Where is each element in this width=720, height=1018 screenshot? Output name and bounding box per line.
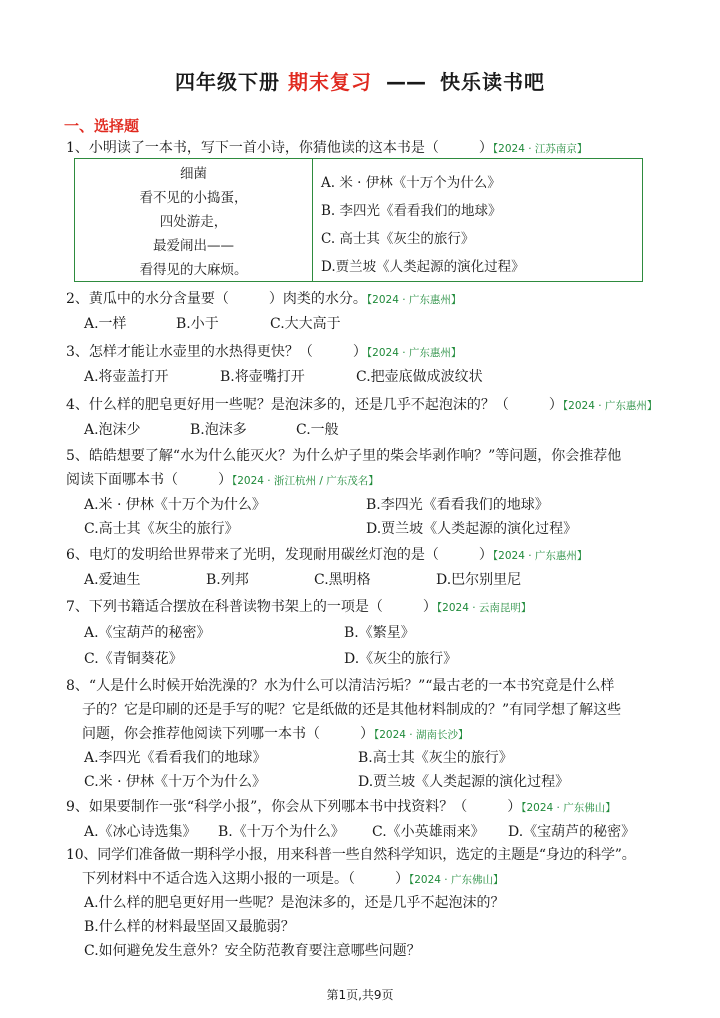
option-d: D.巴尔别里尼 bbox=[436, 572, 522, 588]
question-4 bbox=[66, 395, 657, 416]
question-8-source: 【2024 · 湖南长沙】 bbox=[374, 729, 469, 741]
question-7-source: 【2024 · 云南昆明】 bbox=[436, 602, 532, 614]
option-d: D.贾兰坡《人类起源的演化过程》 bbox=[321, 259, 525, 275]
question-1-table bbox=[74, 158, 643, 282]
option-c: C. 高士其《灰尘的旅行》 bbox=[321, 231, 475, 247]
question-3-close: ） bbox=[352, 344, 367, 360]
option-a: A.一样 bbox=[84, 316, 127, 332]
option-b: B.将壶嘴打开 bbox=[220, 369, 305, 385]
question-4-close: ） bbox=[548, 397, 563, 413]
option-b: B.高士其《灰尘的旅行》 bbox=[358, 750, 513, 766]
question-9-close: ） bbox=[507, 799, 522, 815]
option-a: A.《冰心诗选集》 bbox=[84, 824, 197, 840]
question-9-text: 9、如果要制作一张“科学小报”，你会从下列哪本书中找资料？（ bbox=[66, 799, 468, 815]
question-6-close: ） bbox=[478, 547, 493, 563]
question-10-source: 【2024 · 广东佛山】 bbox=[409, 874, 504, 886]
question-7-text: 7、下列书籍适合摆放在科普读物书架上的一项是（ bbox=[66, 599, 383, 615]
option-b: B.小于 bbox=[176, 316, 219, 332]
option-c: C.高士其《灰尘的旅行》 bbox=[84, 521, 239, 537]
poem-line: 细菌 bbox=[180, 166, 207, 182]
section-heading: 一、选择题 bbox=[64, 117, 140, 135]
question-2 bbox=[66, 289, 461, 310]
option-b: B. 李四光《看看我们的地球》 bbox=[321, 203, 502, 219]
option-b: B.《繁星》 bbox=[344, 625, 415, 641]
question-2-source: 【2024 · 广东惠州】 bbox=[366, 294, 462, 306]
question-10-line-2 bbox=[82, 869, 503, 890]
question-6 bbox=[66, 545, 587, 566]
poem-line: 最爱闹出—— bbox=[153, 238, 234, 254]
option-a: A.《宝葫芦的秘密》 bbox=[84, 625, 211, 641]
option-c: C.米 · 伊林《十万个为什么》 bbox=[84, 774, 267, 790]
option-c: C.大大高于 bbox=[270, 316, 341, 332]
page-footer: 第1页,共9页 bbox=[326, 988, 394, 1002]
option-c: C.《青铜葵花》 bbox=[84, 651, 183, 667]
question-8-close: ） bbox=[360, 726, 374, 742]
option-a: A.米 · 伊林《十万个为什么》 bbox=[84, 497, 266, 513]
option-a: A.李四光《看看我们的地球》 bbox=[84, 750, 267, 766]
question-5-source: 【2024 · 浙江杭州 / 广东茂名】 bbox=[232, 475, 379, 487]
option-b: B.什么样的材料最坚固又最脆弱？ bbox=[84, 919, 295, 935]
option-a: A.爱迪生 bbox=[84, 572, 141, 588]
option-c: C.把壶底做成波纹状 bbox=[356, 369, 483, 385]
question-7-close: ） bbox=[422, 599, 437, 615]
question-10-close: ） bbox=[395, 871, 409, 887]
poem-line: 四处游走， bbox=[159, 214, 228, 230]
question-4-source: 【2024 · 广东惠州】 bbox=[562, 400, 658, 412]
table-divider bbox=[312, 159, 313, 281]
option-b: B.列邦 bbox=[206, 572, 249, 588]
question-6-source: 【2024 · 广东惠州】 bbox=[492, 550, 588, 562]
question-10-text: 下列材料中不适合选入这期小报的一项是。（ bbox=[82, 871, 355, 887]
question-6-text: 6、电灯的发明给世界带来了光明，发现耐用碳丝灯泡的是（ bbox=[66, 547, 439, 563]
question-4-text: 4、什么样的肥皂更好用一些呢？是泡沫多的，还是几乎不起泡沫的？（ bbox=[66, 397, 509, 413]
title-highlight: 期末复习 bbox=[288, 70, 373, 94]
question-5-line-2 bbox=[66, 470, 379, 491]
question-1-source: 【2024 · 江苏南京】 bbox=[492, 143, 588, 155]
question-3-source: 【2024 · 广东惠州】 bbox=[366, 347, 462, 359]
question-1-close: ） bbox=[478, 140, 493, 156]
question-2-close: ）肉类的水分。 bbox=[268, 291, 367, 307]
option-a: A.将壶盖打开 bbox=[84, 369, 169, 385]
poem-line: 看不见的小捣蛋， bbox=[139, 190, 248, 206]
question-2-text: 2、黄瓜中的水分含量要（ bbox=[66, 291, 229, 307]
question-3-text: 3、怎样才能让水壶里的水热得更快？（ bbox=[66, 344, 313, 360]
question-8-line-3 bbox=[82, 724, 468, 745]
option-d: D.《灰尘的旅行》 bbox=[344, 651, 458, 667]
option-b: B.泡沫多 bbox=[190, 422, 247, 438]
question-3 bbox=[66, 342, 461, 363]
question-8-text: 问题，你会推荐他阅读下列哪一本书（ bbox=[82, 726, 320, 742]
option-d: D.贾兰坡《人类起源的演化过程》 bbox=[358, 774, 570, 790]
page-title bbox=[0, 66, 720, 95]
poem-line: 看得见的大麻烦。 bbox=[139, 262, 248, 278]
title-dash: —— bbox=[385, 70, 426, 94]
question-1-text: 1、小明读了一本书，写下一首小诗，你猜他读的这本书是（ bbox=[66, 140, 439, 156]
question-9-source: 【2024 · 广东佛山】 bbox=[521, 802, 616, 814]
title-suffix: 快乐读书吧 bbox=[439, 70, 545, 94]
option-b: B.李四光《看看我们的地球》 bbox=[366, 497, 549, 513]
option-a: A. 米 · 伊林《十万个为什么》 bbox=[321, 175, 501, 191]
option-a: A.什么样的肥皂更好用一些呢？是泡沫多的，还是几乎不起泡沫的？ bbox=[84, 895, 505, 911]
question-5-close: ） bbox=[218, 472, 232, 488]
option-c: C.一般 bbox=[296, 422, 339, 438]
question-8-line-2: 子的？它是印刷的还是手写的呢？它是纸做的还是其他材料制成的？”有同学想了解这些 bbox=[82, 702, 622, 718]
question-5-line-1: 5、皓皓想要了解“水为什么能灭火？为什么炉子里的柴会毕剥作响？”等问题，你会推荐他 bbox=[66, 448, 622, 464]
question-1 bbox=[66, 138, 587, 159]
option-a: A.泡沫少 bbox=[84, 422, 141, 438]
title-prefix: 四年级下册 bbox=[175, 70, 281, 94]
option-d: D.《宝葫芦的秘密》 bbox=[508, 824, 636, 840]
question-10-line-1: 10、同学们准备做一期科学小报，用来科普一些自然科学知识，选定的主题是“身边的科学”。 bbox=[66, 847, 636, 863]
question-7 bbox=[66, 597, 531, 618]
question-9 bbox=[66, 797, 616, 818]
option-d: D.贾兰坡《人类起源的演化过程》 bbox=[366, 521, 578, 537]
option-c: C.黑明格 bbox=[314, 572, 371, 588]
question-8-line-1: 8、“人是什么时候开始洗澡的？水为什么可以清洁污垢？”“最古老的一本书究竟是什么样 bbox=[66, 678, 615, 694]
option-b: B.《十万个为什么》 bbox=[218, 824, 345, 840]
option-c: C.如何避免发生意外？安全防范教育要注意哪些问题？ bbox=[84, 943, 421, 959]
option-c: C.《小英雄雨来》 bbox=[372, 824, 485, 840]
question-5-text: 阅读下面哪本书（ bbox=[66, 472, 178, 488]
